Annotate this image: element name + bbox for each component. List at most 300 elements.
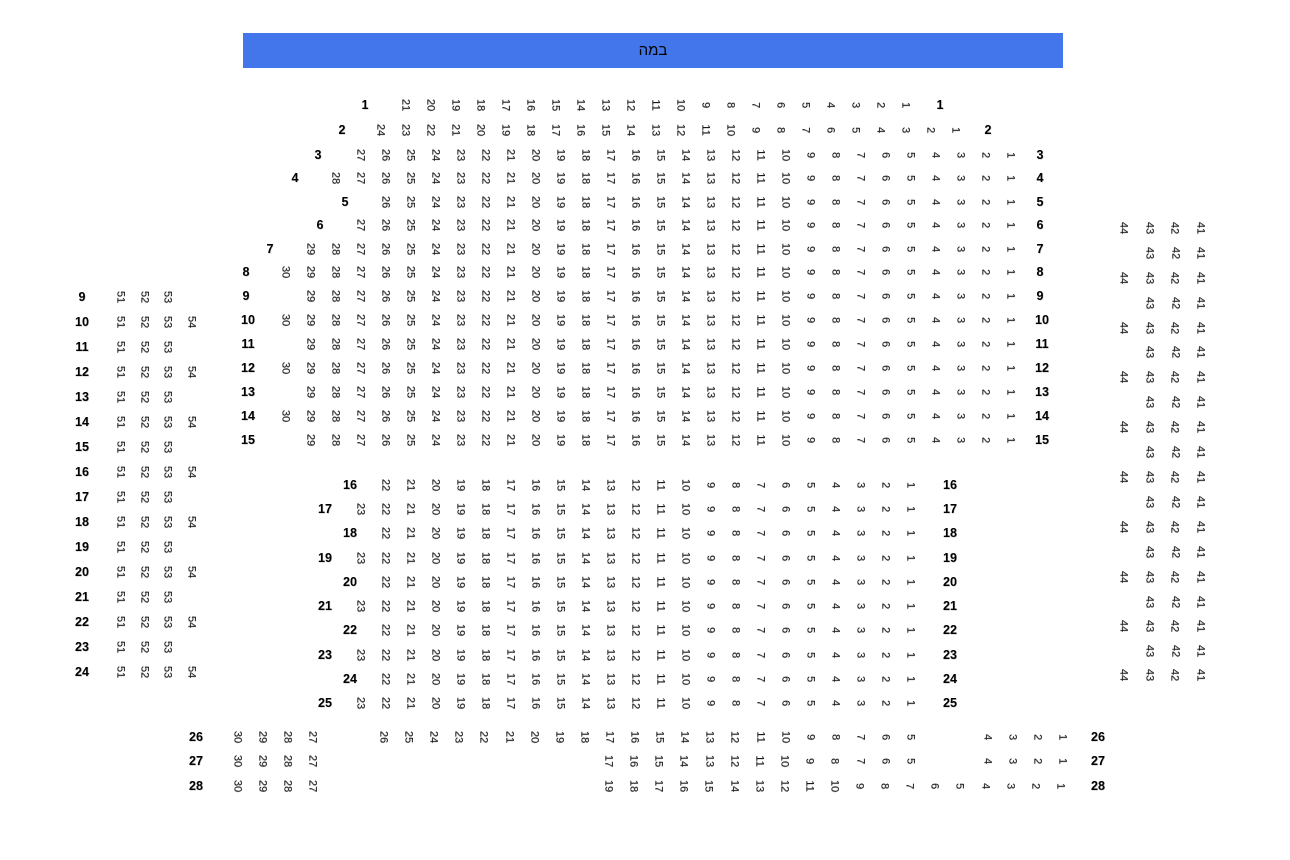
seat[interactable]: 51 xyxy=(114,540,127,554)
seat[interactable]: 27 xyxy=(354,385,367,399)
seat[interactable]: 42 xyxy=(1168,668,1181,682)
seat[interactable]: 23 xyxy=(454,313,467,327)
seat[interactable]: 26 xyxy=(377,730,390,744)
seat[interactable]: 20 xyxy=(529,385,542,399)
seat[interactable]: 3 xyxy=(854,602,867,610)
seat[interactable]: 24 xyxy=(429,409,442,423)
seat[interactable]: 6 xyxy=(879,292,892,300)
seat[interactable]: 43 xyxy=(1143,668,1156,682)
seat[interactable]: 44 xyxy=(1117,520,1130,534)
seat[interactable]: 41 xyxy=(1194,321,1207,335)
seat[interactable]: 16 xyxy=(629,289,642,303)
seat[interactable]: 24 xyxy=(429,361,442,375)
seat[interactable]: 19 xyxy=(554,218,567,232)
seat[interactable]: 12 xyxy=(674,123,687,137)
seat[interactable]: 12 xyxy=(629,551,642,565)
seat[interactable]: 22 xyxy=(479,242,492,256)
seat[interactable]: 19 xyxy=(554,409,567,423)
seat[interactable]: 21 xyxy=(404,526,417,540)
seat[interactable]: 4 xyxy=(929,292,942,300)
seat[interactable]: 17 xyxy=(504,575,517,589)
seat[interactable]: 13 xyxy=(604,599,617,613)
seat[interactable]: 4 xyxy=(929,388,942,396)
seat[interactable]: 22 xyxy=(479,385,492,399)
seat[interactable]: 54 xyxy=(185,515,198,529)
seat[interactable]: 10 xyxy=(674,98,687,112)
seat[interactable]: 30 xyxy=(231,779,244,793)
seat[interactable]: 2 xyxy=(979,174,992,182)
seat[interactable]: 23 xyxy=(454,361,467,375)
seat[interactable]: 2 xyxy=(879,529,892,537)
seat[interactable]: 14 xyxy=(679,171,692,185)
seat[interactable]: 14 xyxy=(679,313,692,327)
seat[interactable]: 27 xyxy=(354,242,367,256)
seat[interactable]: 4 xyxy=(981,733,994,741)
seat[interactable]: 52 xyxy=(138,515,151,529)
seat[interactable]: 22 xyxy=(379,648,392,662)
seat[interactable]: 5 xyxy=(904,221,917,229)
seat[interactable]: 1 xyxy=(904,481,917,489)
seat[interactable]: 2 xyxy=(879,675,892,683)
seat[interactable]: 27 xyxy=(354,313,367,327)
seat[interactable]: 19 xyxy=(554,289,567,303)
seat[interactable]: 10 xyxy=(679,623,692,637)
seat[interactable]: 15 xyxy=(652,754,665,768)
seat[interactable]: 41 xyxy=(1194,445,1207,459)
seat[interactable]: 9 xyxy=(853,782,866,790)
seat[interactable]: 12 xyxy=(778,779,791,793)
seat[interactable]: 29 xyxy=(304,242,317,256)
seat[interactable]: 21 xyxy=(504,385,517,399)
seat[interactable]: 2 xyxy=(979,292,992,300)
seat[interactable]: 9 xyxy=(804,174,817,182)
seat[interactable]: 27 xyxy=(354,337,367,351)
seat[interactable]: 4 xyxy=(929,245,942,253)
seat[interactable]: 15 xyxy=(554,623,567,637)
seat[interactable]: 5 xyxy=(804,578,817,586)
seat[interactable]: 11 xyxy=(754,386,767,398)
seat[interactable]: 5 xyxy=(904,364,917,372)
seat[interactable]: 44 xyxy=(1117,619,1130,633)
seat[interactable]: 12 xyxy=(729,337,742,351)
seat[interactable]: 52 xyxy=(138,365,151,379)
seat[interactable]: 10 xyxy=(679,648,692,662)
seat[interactable]: 21 xyxy=(404,672,417,686)
seat[interactable]: 19 xyxy=(553,730,566,744)
seat[interactable]: 6 xyxy=(779,626,792,634)
seat[interactable]: 44 xyxy=(1117,321,1130,335)
seat[interactable]: 15 xyxy=(702,779,715,793)
seat[interactable]: 51 xyxy=(114,490,127,504)
seat[interactable]: 4 xyxy=(829,481,842,489)
seat[interactable]: 18 xyxy=(579,171,592,185)
seat[interactable]: 8 xyxy=(729,554,742,562)
seat[interactable]: 24 xyxy=(429,218,442,232)
seat[interactable]: 4 xyxy=(829,554,842,562)
seat[interactable]: 20 xyxy=(429,672,442,686)
seat[interactable]: 7 xyxy=(754,578,767,586)
seat[interactable]: 9 xyxy=(804,436,817,444)
seat[interactable]: 11 xyxy=(754,243,767,255)
seat[interactable]: 41 xyxy=(1194,395,1207,409)
seat[interactable]: 3 xyxy=(954,292,967,300)
seat[interactable]: 1 xyxy=(1004,151,1017,159)
seat[interactable]: 11 xyxy=(754,196,767,208)
seat[interactable]: 8 xyxy=(729,505,742,513)
seat[interactable]: 7 xyxy=(754,626,767,634)
seat[interactable]: 7 xyxy=(754,699,767,707)
seat[interactable]: 8 xyxy=(729,699,742,707)
seat[interactable]: 1 xyxy=(949,126,962,134)
seat[interactable]: 17 xyxy=(604,148,617,162)
seat[interactable]: 23 xyxy=(454,433,467,447)
seat[interactable]: 18 xyxy=(579,361,592,375)
seat[interactable]: 15 xyxy=(654,289,667,303)
seat[interactable]: 28 xyxy=(329,361,342,375)
seat[interactable]: 5 xyxy=(804,554,817,562)
seat[interactable]: 41 xyxy=(1194,470,1207,484)
seat[interactable]: 26 xyxy=(379,313,392,327)
seat[interactable]: 15 xyxy=(654,242,667,256)
seat[interactable]: 16 xyxy=(629,148,642,162)
seat[interactable]: 4 xyxy=(829,505,842,513)
seat[interactable]: 26 xyxy=(379,171,392,185)
seat[interactable]: 51 xyxy=(114,565,127,579)
seat[interactable]: 17 xyxy=(602,754,615,768)
seat[interactable]: 52 xyxy=(138,415,151,429)
seat[interactable]: 17 xyxy=(504,478,517,492)
seat[interactable]: 13 xyxy=(704,265,717,279)
seat[interactable]: 6 xyxy=(879,436,892,444)
seat[interactable]: 13 xyxy=(604,672,617,686)
seat[interactable]: 28 xyxy=(281,779,294,793)
seat[interactable]: 14 xyxy=(579,696,592,710)
seat[interactable]: 20 xyxy=(529,313,542,327)
seat[interactable]: 16 xyxy=(529,672,542,686)
seat[interactable]: 14 xyxy=(728,779,740,793)
seat[interactable]: 18 xyxy=(578,730,591,744)
seat[interactable]: 11 xyxy=(649,99,662,111)
seat[interactable]: 42 xyxy=(1168,321,1181,335)
seat[interactable]: 19 xyxy=(554,171,567,185)
seat[interactable]: 16 xyxy=(628,730,641,744)
seat[interactable]: 12 xyxy=(729,218,742,232)
seat[interactable]: 12 xyxy=(629,623,642,637)
seat[interactable]: 2 xyxy=(979,151,992,159)
seat[interactable]: 43 xyxy=(1143,271,1156,285)
seat[interactable]: 53 xyxy=(161,390,174,404)
seat[interactable]: 10 xyxy=(779,289,792,303)
seat[interactable]: 24 xyxy=(427,730,440,744)
seat[interactable]: 22 xyxy=(379,599,392,613)
seat[interactable]: 41 xyxy=(1194,545,1207,559)
seat[interactable]: 3 xyxy=(954,245,967,253)
seat[interactable]: 16 xyxy=(529,575,542,589)
seat[interactable]: 22 xyxy=(479,313,492,327)
seat[interactable]: 21 xyxy=(504,195,517,209)
seat[interactable]: 11 xyxy=(654,503,667,515)
seat[interactable]: 12 xyxy=(729,361,742,375)
seat[interactable]: 10 xyxy=(779,265,792,279)
seat[interactable]: 19 xyxy=(454,696,467,710)
seat[interactable]: 2 xyxy=(979,268,992,276)
seat[interactable]: 16 xyxy=(629,171,642,185)
seat[interactable]: 13 xyxy=(704,148,717,162)
seat[interactable]: 12 xyxy=(729,433,742,447)
seat[interactable]: 11 xyxy=(754,338,767,350)
seat[interactable]: 16 xyxy=(629,265,642,279)
seat[interactable]: 51 xyxy=(114,615,127,629)
seat[interactable]: 25 xyxy=(404,195,417,209)
seat[interactable]: 20 xyxy=(529,337,542,351)
seat[interactable]: 51 xyxy=(114,515,127,529)
seat[interactable]: 11 xyxy=(754,219,767,231)
seat[interactable]: 27 xyxy=(354,361,367,375)
seat[interactable]: 22 xyxy=(479,265,492,279)
seat[interactable]: 13 xyxy=(704,313,717,327)
seat[interactable]: 7 xyxy=(854,292,867,300)
seat[interactable]: 4 xyxy=(874,126,887,134)
seat[interactable]: 53 xyxy=(161,540,174,554)
seat[interactable]: 25 xyxy=(404,265,417,279)
seat[interactable]: 14 xyxy=(679,361,692,375)
seat[interactable]: 5 xyxy=(799,101,812,109)
seat[interactable]: 27 xyxy=(354,433,367,447)
seat[interactable]: 18 xyxy=(579,409,592,423)
seat[interactable]: 8 xyxy=(729,529,742,537)
seat[interactable]: 25 xyxy=(404,409,417,423)
seat[interactable]: 4 xyxy=(981,757,994,765)
seat[interactable]: 1 xyxy=(1004,412,1017,420)
seat[interactable]: 53 xyxy=(161,640,174,654)
seat[interactable]: 10 xyxy=(779,730,792,744)
seat[interactable]: 20 xyxy=(429,696,442,710)
seat[interactable]: 53 xyxy=(161,440,174,454)
seat[interactable]: 42 xyxy=(1168,370,1181,384)
seat[interactable]: 19 xyxy=(602,779,615,793)
seat[interactable]: 9 xyxy=(804,364,817,372)
seat[interactable]: 15 xyxy=(654,433,667,447)
seat[interactable]: 3 xyxy=(854,699,867,707)
seat[interactable]: 6 xyxy=(879,151,892,159)
seat[interactable]: 26 xyxy=(379,361,392,375)
seat[interactable]: 12 xyxy=(729,148,742,162)
seat[interactable]: 21 xyxy=(404,478,417,492)
seat[interactable]: 51 xyxy=(114,640,127,654)
seat[interactable]: 5 xyxy=(904,412,917,420)
seat[interactable]: 3 xyxy=(854,675,867,683)
seat[interactable]: 9 xyxy=(804,268,817,276)
seat[interactable]: 19 xyxy=(449,98,462,112)
seat[interactable]: 22 xyxy=(479,337,492,351)
seat[interactable]: 4 xyxy=(929,436,942,444)
seat[interactable]: 19 xyxy=(454,526,467,540)
seat[interactable]: 26 xyxy=(379,195,392,209)
seat[interactable]: 52 xyxy=(138,540,151,554)
seat[interactable]: 18 xyxy=(579,433,592,447)
seat[interactable]: 7 xyxy=(854,436,867,444)
seat[interactable]: 12 xyxy=(729,385,742,399)
seat[interactable]: 41 xyxy=(1194,668,1207,682)
seat[interactable]: 15 xyxy=(599,123,612,137)
seat[interactable]: 26 xyxy=(379,409,392,423)
seat[interactable]: 3 xyxy=(1006,757,1019,765)
seat[interactable]: 3 xyxy=(854,505,867,513)
seat[interactable]: 17 xyxy=(604,337,617,351)
seat[interactable]: 1 xyxy=(904,505,917,513)
seat[interactable]: 7 xyxy=(854,268,867,276)
seat[interactable]: 41 xyxy=(1194,296,1207,310)
seat[interactable]: 17 xyxy=(604,171,617,185)
seat[interactable]: 14 xyxy=(624,123,637,137)
seat[interactable]: 15 xyxy=(554,502,567,516)
seat[interactable]: 53 xyxy=(161,615,174,629)
seat[interactable]: 17 xyxy=(504,502,517,516)
seat[interactable]: 43 xyxy=(1143,470,1156,484)
seat[interactable]: 17 xyxy=(504,696,517,710)
seat[interactable]: 17 xyxy=(499,98,512,112)
seat[interactable]: 16 xyxy=(529,526,542,540)
seat[interactable]: 42 xyxy=(1169,595,1182,609)
seat[interactable]: 27 xyxy=(354,148,367,162)
seat[interactable]: 21 xyxy=(503,730,515,744)
seat[interactable]: 43 xyxy=(1143,520,1156,534)
seat[interactable]: 52 xyxy=(138,590,151,604)
seat[interactable]: 54 xyxy=(185,465,198,479)
seat[interactable]: 3 xyxy=(854,481,867,489)
seat[interactable]: 9 xyxy=(704,529,717,537)
seat[interactable]: 9 xyxy=(704,481,717,489)
seat[interactable]: 9 xyxy=(704,675,717,683)
seat[interactable]: 51 xyxy=(114,465,127,479)
seat[interactable]: 15 xyxy=(654,385,667,399)
seat[interactable]: 1 xyxy=(1004,245,1017,253)
seat[interactable]: 26 xyxy=(379,385,392,399)
seat[interactable]: 5 xyxy=(904,388,917,396)
seat[interactable]: 44 xyxy=(1117,271,1130,285)
seat[interactable]: 29 xyxy=(304,409,317,423)
seat[interactable]: 5 xyxy=(904,174,917,182)
seat[interactable]: 15 xyxy=(654,195,667,209)
seat[interactable]: 52 xyxy=(138,490,151,504)
seat[interactable]: 28 xyxy=(329,409,342,423)
seat[interactable]: 16 xyxy=(629,361,642,375)
seat[interactable]: 24 xyxy=(429,195,442,209)
seat[interactable]: 1 xyxy=(1004,316,1017,324)
seat[interactable]: 18 xyxy=(479,575,492,589)
seat[interactable]: 54 xyxy=(185,315,198,329)
seat[interactable]: 24 xyxy=(429,171,442,185)
seat[interactable]: 42 xyxy=(1168,271,1181,285)
seat[interactable]: 19 xyxy=(454,575,467,589)
seat[interactable]: 20 xyxy=(429,502,442,516)
seat[interactable]: 1 xyxy=(904,602,917,610)
seat[interactable]: 3 xyxy=(854,626,867,634)
seat[interactable]: 20 xyxy=(529,265,542,279)
seat[interactable]: 6 xyxy=(879,733,892,741)
seat[interactable]: 20 xyxy=(474,123,487,137)
seat[interactable]: 11 xyxy=(654,576,667,588)
seat[interactable]: 1 xyxy=(1004,436,1017,444)
seat[interactable]: 10 xyxy=(679,502,692,516)
seat[interactable]: 2 xyxy=(979,221,992,229)
seat[interactable]: 12 xyxy=(729,242,742,256)
seat[interactable]: 4 xyxy=(929,412,942,420)
seat[interactable]: 52 xyxy=(138,615,151,629)
seat[interactable]: 41 xyxy=(1194,495,1207,509)
seat[interactable]: 42 xyxy=(1169,445,1182,459)
seat[interactable]: 42 xyxy=(1168,420,1181,434)
seat[interactable]: 12 xyxy=(728,754,741,768)
seat[interactable]: 5 xyxy=(804,602,817,610)
seat[interactable]: 8 xyxy=(829,388,842,396)
seat[interactable]: 11 xyxy=(754,362,767,374)
seat[interactable]: 1 xyxy=(1056,757,1069,765)
seat[interactable]: 51 xyxy=(114,290,127,304)
seat[interactable]: 11 xyxy=(654,673,667,685)
seat[interactable]: 22 xyxy=(477,730,490,744)
seat[interactable]: 14 xyxy=(579,551,592,565)
seat[interactable]: 41 xyxy=(1194,619,1207,633)
seat[interactable]: 14 xyxy=(579,623,592,637)
seat[interactable]: 15 xyxy=(554,551,567,565)
seat[interactable]: 15 xyxy=(554,696,567,710)
seat[interactable]: 1 xyxy=(904,578,917,586)
seat[interactable]: 16 xyxy=(529,648,542,662)
seat[interactable]: 13 xyxy=(604,648,617,662)
seat[interactable]: 17 xyxy=(652,779,665,793)
seat[interactable]: 4 xyxy=(929,364,942,372)
seat[interactable]: 14 xyxy=(579,672,592,686)
seat[interactable]: 8 xyxy=(829,245,842,253)
seat[interactable]: 2 xyxy=(979,436,992,444)
seat[interactable]: 14 xyxy=(679,409,692,423)
seat[interactable]: 22 xyxy=(379,623,392,637)
seat[interactable]: 54 xyxy=(185,565,198,579)
seat[interactable]: 52 xyxy=(138,340,151,354)
seat[interactable]: 9 xyxy=(804,245,817,253)
seat[interactable]: 10 xyxy=(779,433,792,447)
seat[interactable]: 22 xyxy=(479,409,492,423)
seat[interactable]: 16 xyxy=(629,385,642,399)
seat[interactable]: 22 xyxy=(479,289,492,303)
seat[interactable]: 16 xyxy=(529,599,542,613)
seat[interactable]: 2 xyxy=(879,481,892,489)
seat[interactable]: 18 xyxy=(524,123,537,137)
seat[interactable]: 13 xyxy=(704,337,717,351)
seat[interactable]: 41 xyxy=(1194,370,1207,384)
seat[interactable]: 15 xyxy=(554,648,567,662)
seat[interactable]: 5 xyxy=(804,481,817,489)
seat[interactable]: 3 xyxy=(1006,733,1019,741)
seat[interactable]: 4 xyxy=(824,101,837,109)
seat[interactable]: 11 xyxy=(654,624,667,636)
seat[interactable]: 2 xyxy=(1029,782,1042,790)
seat[interactable]: 42 xyxy=(1169,296,1182,310)
seat[interactable]: 8 xyxy=(774,126,787,134)
seat[interactable]: 11 xyxy=(754,172,767,184)
seat[interactable]: 42 xyxy=(1168,619,1181,633)
seat[interactable]: 13 xyxy=(649,123,662,137)
seat[interactable]: 13 xyxy=(704,385,717,399)
seat[interactable]: 27 xyxy=(354,171,367,185)
seat[interactable]: 10 xyxy=(679,551,692,565)
seat[interactable]: 24 xyxy=(429,337,442,351)
seat[interactable]: 18 xyxy=(579,313,592,327)
seat[interactable]: 27 xyxy=(354,218,367,232)
seat[interactable]: 1 xyxy=(1004,198,1017,206)
seat[interactable]: 2 xyxy=(879,699,892,707)
